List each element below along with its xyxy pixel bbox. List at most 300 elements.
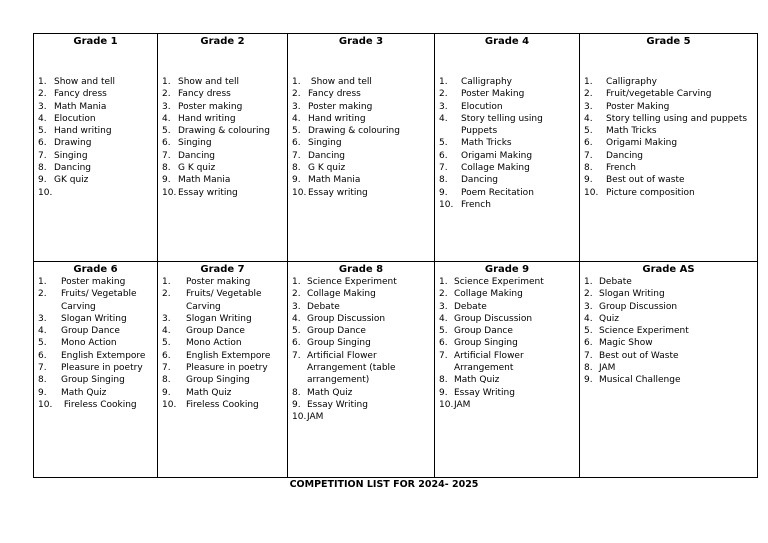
item-number: 2. — [584, 89, 593, 100]
item-number: 4. — [292, 313, 301, 324]
item-number: 1. — [38, 277, 47, 287]
competition-item — [584, 187, 755, 199]
competition-item — [584, 288, 755, 300]
item-number: 7. — [584, 150, 593, 161]
item-text: Hand writing — [178, 113, 236, 124]
item-text: Hand writing — [308, 113, 366, 124]
item-text: Story telling using Puppets — [461, 113, 546, 137]
item-text: Debate — [307, 301, 340, 312]
item-text: Drawing & colouring — [308, 126, 400, 137]
item-number: 8. — [292, 387, 301, 398]
item-text: Fruits/ Vegetable Carving — [61, 289, 140, 312]
item-text: French — [461, 199, 491, 210]
item-number: 3. — [38, 313, 47, 324]
item-number: 7. — [439, 350, 448, 361]
competition-item — [162, 137, 285, 149]
competition-item — [292, 387, 432, 399]
item-number: 5. — [584, 326, 593, 337]
competition-item — [584, 362, 755, 374]
item-number: 5. — [584, 126, 593, 137]
item-number: 9. — [162, 387, 171, 398]
item-text: Dancing — [308, 150, 346, 161]
competition-item — [439, 350, 577, 375]
item-text: Fancy dress — [308, 89, 361, 100]
competition-item — [292, 399, 432, 411]
competition-item — [162, 88, 285, 100]
item-text: Science Experiment — [307, 277, 397, 287]
grade-heading: Grade 8 — [338, 264, 384, 275]
item-number: 8. — [439, 375, 448, 386]
competition-item — [439, 276, 577, 288]
competition-item — [584, 125, 755, 137]
item-text: Drawing — [54, 138, 92, 149]
item-number: 2. — [162, 289, 171, 300]
competition-item — [584, 88, 755, 100]
item-text: Singing — [54, 150, 88, 161]
competition-item — [439, 325, 577, 337]
competition-item — [162, 337, 285, 349]
item-text: Elocution — [461, 101, 503, 112]
competition-item — [162, 313, 285, 325]
competition-item — [584, 137, 755, 149]
competition-item — [584, 313, 755, 325]
item-number: 5. — [162, 126, 171, 137]
item-number: 10. — [292, 412, 307, 423]
item-text: GK quiz — [54, 175, 89, 186]
competition-table — [33, 33, 758, 478]
item-number: 5. — [162, 338, 171, 349]
item-number: 10. — [439, 399, 454, 410]
item-text: Group Dance — [186, 326, 245, 337]
competition-item — [439, 101, 577, 113]
item-text: Group Discussion — [454, 313, 533, 324]
competition-list — [435, 76, 579, 211]
grade-heading: Grade 4 — [484, 36, 530, 47]
item-text: Calligraphy — [461, 77, 512, 87]
item-text: Math Mania — [178, 175, 231, 186]
competition-item — [439, 187, 577, 199]
item-text: Origami Making — [606, 138, 678, 149]
competition-item — [439, 174, 577, 186]
item-number: 6. — [292, 138, 301, 149]
item-text: Math Quiz — [61, 387, 107, 398]
item-text: Pleasure in poetry — [186, 363, 268, 374]
competition-item — [439, 301, 577, 313]
item-number: 8. — [439, 175, 448, 186]
competition-item — [439, 399, 577, 411]
competition-item — [292, 313, 432, 325]
item-number: 7. — [292, 150, 301, 161]
item-number: 7. — [292, 350, 301, 361]
competition-item — [38, 313, 155, 325]
item-text: Group Singing — [307, 338, 371, 349]
item-text: Math Quiz — [454, 375, 500, 386]
item-number: 5. — [38, 126, 47, 137]
item-number: 1. — [439, 277, 448, 287]
grade-heading: Grade 7 — [200, 264, 245, 275]
item-text: Show and tell — [308, 77, 372, 87]
item-text: Poster Making — [461, 89, 525, 100]
competition-item — [38, 387, 155, 399]
competition-item — [439, 150, 577, 162]
competition-item — [292, 337, 432, 349]
competition-list — [34, 76, 157, 199]
competition-item — [38, 362, 155, 374]
item-text: Artificial Flower Arrangement — [454, 350, 527, 374]
item-number: 1. — [162, 277, 171, 287]
item-text: English Extempore — [61, 350, 146, 361]
competition-item — [38, 101, 155, 113]
competition-item — [439, 288, 577, 300]
competition-item — [162, 325, 285, 337]
item-number: 7. — [38, 150, 47, 161]
item-text: French — [606, 163, 636, 174]
competition-item — [584, 325, 755, 337]
item-number: 9. — [292, 175, 301, 186]
competition-item — [38, 76, 155, 88]
item-number: 8. — [38, 375, 47, 386]
item-text: Poster making — [61, 277, 126, 287]
item-text: Slogan Writing — [599, 289, 665, 300]
item-text: Essay writing — [308, 187, 368, 198]
competition-list — [580, 76, 757, 199]
item-number: 8. — [162, 375, 171, 386]
item-number: 1. — [38, 77, 47, 87]
item-number: 3. — [439, 101, 448, 112]
item-number: 1. — [162, 77, 171, 87]
grade-heading: Grade 1 — [73, 36, 118, 47]
item-number: 10. — [162, 187, 177, 198]
competition-item — [38, 374, 155, 386]
item-number: 2. — [439, 289, 448, 300]
competition-item — [162, 187, 285, 199]
item-number: 2. — [162, 89, 171, 100]
item-number: 8. — [292, 163, 301, 174]
competition-item — [38, 325, 155, 337]
item-number: 6. — [584, 138, 593, 149]
item-number: 5. — [38, 338, 47, 349]
competition-item — [38, 337, 155, 349]
competition-item — [584, 150, 755, 162]
competition-item — [162, 362, 285, 374]
item-number: 3. — [439, 301, 448, 312]
grade-cell — [435, 34, 580, 262]
item-number: 3. — [292, 101, 301, 112]
item-text: Best out of waste — [606, 175, 685, 186]
grade-heading: Grade 9 — [484, 264, 530, 275]
item-number: 2. — [292, 89, 301, 100]
competition-item — [38, 162, 155, 174]
item-text: Best out of Waste — [599, 350, 679, 361]
grade-heading: Grade AS — [642, 264, 695, 275]
grade-heading: Grade 2 — [200, 36, 245, 47]
item-number: 1. — [584, 277, 593, 287]
item-number: 3. — [292, 301, 301, 312]
item-number: 4. — [162, 326, 171, 337]
competition-list — [34, 276, 157, 411]
competition-item — [162, 101, 285, 113]
competition-item — [584, 113, 755, 125]
item-text: Dancing — [461, 175, 499, 186]
item-text: Math Tricks — [606, 126, 657, 137]
competition-item — [38, 137, 155, 149]
grade-heading: Grade 6 — [73, 264, 118, 275]
item-text: Poem Recitation — [461, 187, 534, 198]
item-number: 9. — [38, 175, 47, 186]
item-number: 3. — [162, 101, 171, 112]
competition-item — [439, 387, 577, 399]
item-number: 3. — [162, 313, 171, 324]
item-number: 6. — [584, 338, 593, 349]
competition-item — [38, 187, 155, 199]
item-number: 1. — [292, 277, 301, 287]
item-number: 1. — [292, 77, 301, 87]
grade-cell — [288, 34, 435, 262]
item-number: 9. — [439, 387, 448, 398]
competition-item — [38, 88, 155, 100]
item-text: Quiz — [599, 313, 620, 324]
competition-item — [38, 150, 155, 162]
competition-item — [439, 337, 577, 349]
item-number: 2. — [38, 289, 47, 300]
item-text: Magic Show — [599, 338, 653, 349]
item-text: G K quiz — [308, 163, 346, 174]
item-text: Fireless Cooking — [61, 399, 137, 410]
item-text: Group Dance — [61, 326, 120, 337]
item-text: Mono Action — [61, 338, 117, 349]
item-number: 7. — [162, 150, 171, 161]
item-number: 8. — [38, 163, 47, 174]
item-text: Group Dance — [454, 326, 513, 337]
item-text: Calligraphy — [606, 77, 657, 87]
item-number: 10. — [38, 399, 53, 410]
competition-item — [292, 150, 432, 162]
item-number: 3. — [584, 301, 593, 312]
competition-item — [584, 162, 755, 174]
competition-item — [162, 288, 285, 313]
competition-item — [292, 137, 432, 149]
grade-cell — [580, 34, 758, 262]
item-text: Collage Making — [454, 289, 523, 300]
competition-item — [584, 337, 755, 349]
item-text: Poster making — [308, 101, 373, 112]
item-number: 5. — [292, 126, 301, 137]
item-number: 4. — [584, 313, 593, 324]
item-text: Math Quiz — [186, 387, 232, 398]
item-text: Poster Making — [606, 101, 670, 112]
item-number: 1. — [439, 77, 448, 87]
item-number: 5. — [439, 138, 448, 149]
competition-item — [38, 276, 155, 288]
item-text: Dancing — [178, 150, 216, 161]
item-text: Slogan Writing — [61, 313, 127, 324]
grade-cell — [158, 262, 288, 478]
competition-item — [439, 313, 577, 325]
competition-item — [584, 174, 755, 186]
grade-cell — [158, 34, 288, 262]
competition-item — [292, 162, 432, 174]
competition-list — [435, 276, 579, 411]
item-text: G K quiz — [178, 163, 216, 174]
competition-list — [288, 76, 434, 199]
item-number: 4. — [439, 313, 448, 324]
item-text: Science Experiment — [454, 277, 544, 287]
item-text: Fireless Cooking — [186, 399, 259, 410]
competition-item — [439, 137, 577, 149]
competition-item — [292, 76, 432, 88]
item-number: 2. — [292, 289, 301, 300]
item-text: Fruit/vegetable Carving — [606, 89, 712, 100]
item-text: Origami Making — [461, 150, 533, 161]
competition-list — [580, 276, 757, 387]
competition-item — [292, 276, 432, 288]
item-number: 4. — [439, 113, 448, 124]
competition-item — [292, 411, 432, 423]
item-text: Fancy dress — [54, 89, 107, 100]
item-number: 6. — [38, 350, 47, 361]
grade-heading: Grade 5 — [646, 36, 691, 47]
competition-item — [162, 387, 285, 399]
item-text: Poster making — [186, 277, 251, 287]
competition-item — [38, 113, 155, 125]
item-number: 5. — [292, 326, 301, 337]
item-number: 4. — [38, 113, 47, 124]
competition-item — [292, 288, 432, 300]
item-text: JAM — [454, 399, 471, 410]
competition-item — [292, 301, 432, 313]
item-text: Story telling using and puppets — [606, 113, 748, 124]
item-text: Collage Making — [461, 163, 530, 174]
competition-item — [162, 113, 285, 125]
grade-cell — [34, 262, 158, 478]
item-text: Hand writing — [54, 126, 112, 137]
competition-item — [292, 125, 432, 137]
item-number: 2. — [584, 289, 593, 300]
item-number: 8. — [162, 163, 171, 174]
competition-item — [439, 162, 577, 174]
competition-item — [584, 374, 755, 386]
item-number: 9. — [162, 175, 171, 186]
competition-item — [162, 276, 285, 288]
competition-item — [162, 125, 285, 137]
item-text: Poster making — [178, 101, 243, 112]
item-text: Debate — [599, 277, 632, 287]
item-text: Essay Writing — [307, 399, 368, 410]
competition-item — [292, 174, 432, 186]
item-text: Fruits/ Vegetable Carving — [186, 289, 265, 312]
grade-row — [34, 34, 758, 262]
item-number: 4. — [292, 113, 301, 124]
item-text: Group Discussion — [599, 301, 678, 312]
item-text: Mono Action — [186, 338, 242, 349]
item-text: Science Experiment — [599, 326, 689, 337]
item-number: 5. — [439, 326, 448, 337]
item-number: 10. — [439, 199, 454, 210]
item-text: Math Mania — [308, 175, 361, 186]
competition-item — [292, 187, 432, 199]
competition-item — [162, 162, 285, 174]
item-number: 6. — [38, 138, 47, 149]
competition-list — [158, 276, 287, 411]
item-number: 7. — [584, 350, 593, 361]
competition-item — [38, 125, 155, 137]
item-number: 9. — [38, 387, 47, 398]
competition-item — [292, 88, 432, 100]
item-number: 3. — [584, 101, 593, 112]
item-text: Drawing & colouring — [178, 126, 270, 137]
item-text: Singing — [308, 138, 342, 149]
item-number: 9. — [584, 175, 593, 186]
item-text: Math Tricks — [461, 138, 512, 149]
item-text: Dancing — [606, 150, 644, 161]
grade-heading: Grade 3 — [338, 36, 384, 47]
item-number: 6. — [292, 338, 301, 349]
competition-list — [158, 76, 287, 199]
competition-item — [292, 325, 432, 337]
competition-item — [584, 301, 755, 313]
item-number: 7. — [439, 163, 448, 174]
item-text: Show and tell — [54, 77, 116, 87]
item-text: Group Discussion — [307, 313, 386, 324]
competition-item — [292, 101, 432, 113]
competition-item — [439, 113, 577, 138]
item-number: 3. — [38, 101, 47, 112]
competition-item — [439, 374, 577, 386]
grade-cell — [580, 262, 758, 478]
competition-item — [38, 174, 155, 186]
competition-item — [38, 288, 155, 313]
item-number: 7. — [38, 363, 47, 374]
competition-item — [162, 399, 285, 411]
item-text: Singing — [178, 138, 212, 149]
item-text: Dancing — [54, 163, 92, 174]
competition-item — [162, 76, 285, 88]
grade-cell — [435, 262, 580, 478]
competition-list — [288, 276, 434, 424]
item-text: Show and tell — [178, 77, 240, 87]
item-number: 6. — [439, 150, 448, 161]
item-number: 2. — [439, 89, 448, 100]
item-text: Elocution — [54, 113, 96, 124]
item-text: JAM — [599, 363, 616, 374]
competition-item — [292, 350, 432, 387]
item-number: 6. — [162, 138, 171, 149]
item-text: Fancy dress — [178, 89, 231, 100]
competition-item — [439, 76, 577, 88]
item-text: Math Mania — [54, 101, 107, 112]
competition-item — [584, 101, 755, 113]
competition-item — [584, 276, 755, 288]
item-text: Math Quiz — [307, 387, 353, 398]
item-number: 6. — [162, 350, 171, 361]
grade-row — [34, 262, 758, 478]
item-text: Debate — [454, 301, 487, 312]
item-text: Pleasure in poetry — [61, 363, 143, 374]
item-number: 9. — [584, 375, 593, 386]
item-number: 10. — [38, 187, 53, 198]
item-text: Artificial Flower Arrangement (table arrangement) — [307, 350, 399, 386]
item-number: 6. — [439, 338, 448, 349]
item-text: Group Singing — [454, 338, 518, 349]
competition-item — [292, 113, 432, 125]
competition-item — [162, 374, 285, 386]
item-text: Essay writing — [178, 187, 238, 198]
item-number: 4. — [38, 326, 47, 337]
item-text: Group Singing — [186, 375, 250, 386]
item-text: Group Dance — [307, 326, 366, 337]
item-number: 4. — [162, 113, 171, 124]
item-text: JAM — [307, 412, 324, 423]
